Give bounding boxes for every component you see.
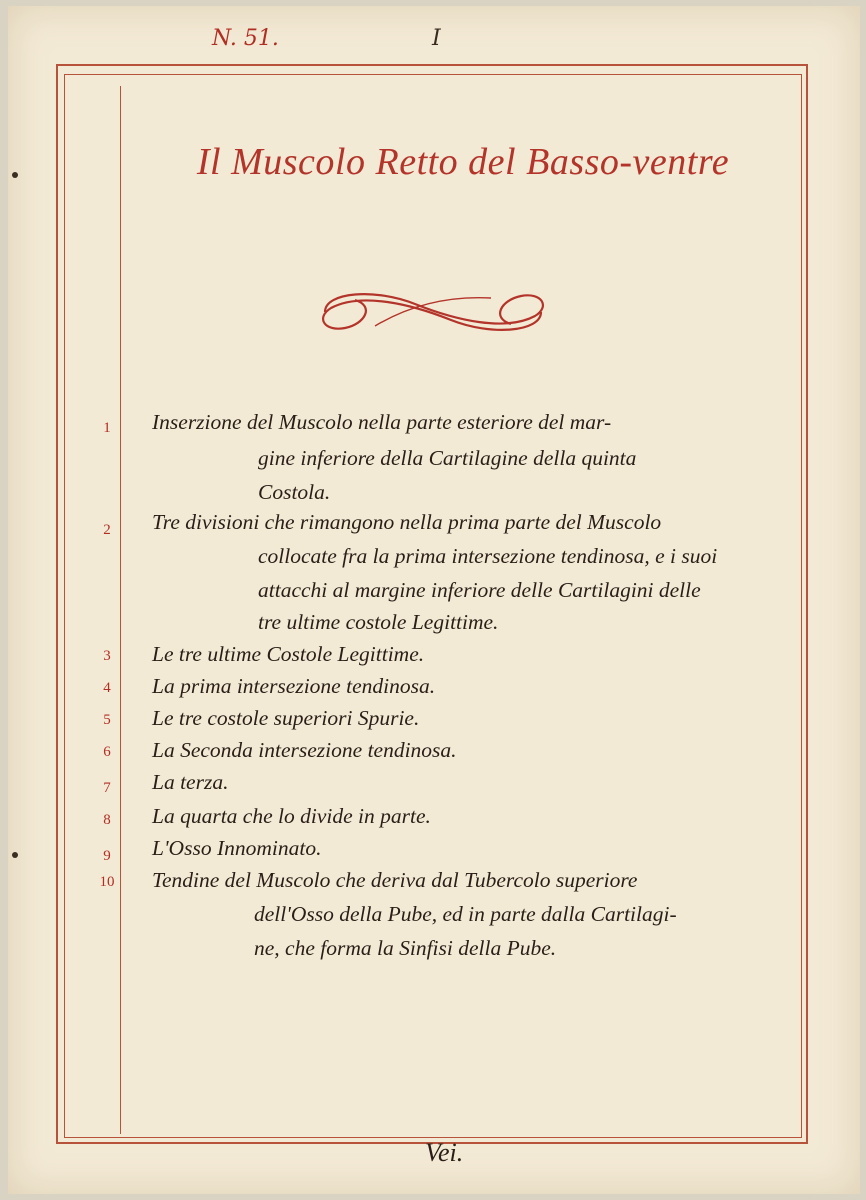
entry-number: 6 <box>103 744 111 760</box>
entry-line: collocate fra la prima intersezione tendinosa, e i suoi <box>258 544 718 568</box>
entry-number: 8 <box>103 812 111 828</box>
page-title: Il Muscolo Retto del Basso-ventre <box>196 141 730 183</box>
entry-number: 9 <box>103 848 111 864</box>
entry-line: Inserzione del Muscolo nella parte esteriore del mar- <box>152 410 612 434</box>
entry-line: Le tre costole superiori Spurie. <box>152 706 420 730</box>
entry-line: La quarta che lo divide in parte. <box>152 804 431 828</box>
binding-hole-top <box>12 172 18 178</box>
entry-line: Tendine del Muscolo che deriva dal Tubercolo superiore <box>152 868 638 892</box>
margin-rule <box>120 86 121 1134</box>
entry-number: 10 <box>99 874 115 890</box>
entry-line: Tre divisioni che rimangono nella prima parte del Muscolo <box>152 510 662 534</box>
entry-number: 1 <box>103 420 111 436</box>
entry-number: 3 <box>103 648 111 664</box>
entry-line: La prima intersezione tendinosa. <box>152 674 436 698</box>
page-marker: I <box>432 26 441 51</box>
entry-number: 7 <box>103 780 111 796</box>
page-border-inner <box>64 74 802 1138</box>
entry-line: attacchi al margine inferiore delle Cartilagini delle <box>258 578 701 602</box>
entry-line: dell'Osso della Pube, ed in parte dalla Cartilagi- <box>254 902 677 926</box>
entry-line: ne, che forma la Sinfisi della Pube. <box>254 936 557 960</box>
folio-number: N. 51. <box>212 26 279 51</box>
entry-number: 4 <box>103 680 111 696</box>
entry-line: Le tre ultime Costole Legittime. <box>152 642 425 666</box>
ornamental-flourish <box>315 282 551 342</box>
binding-hole-bottom <box>12 852 18 858</box>
entry-number: 5 <box>103 712 111 728</box>
catchword: Vei. <box>425 1138 464 1167</box>
entry-line: Costola. <box>258 480 331 504</box>
entry-line: L'Osso Innominato. <box>152 836 322 860</box>
entry-line: gine inferiore della Cartilagine della quinta <box>258 446 637 470</box>
entry-number: 2 <box>103 522 111 538</box>
entry-line: La Seconda intersezione tendinosa. <box>152 738 457 762</box>
entry-line: tre ultime costole Legittime. <box>258 610 499 634</box>
entry-line: La terza. <box>152 770 229 794</box>
